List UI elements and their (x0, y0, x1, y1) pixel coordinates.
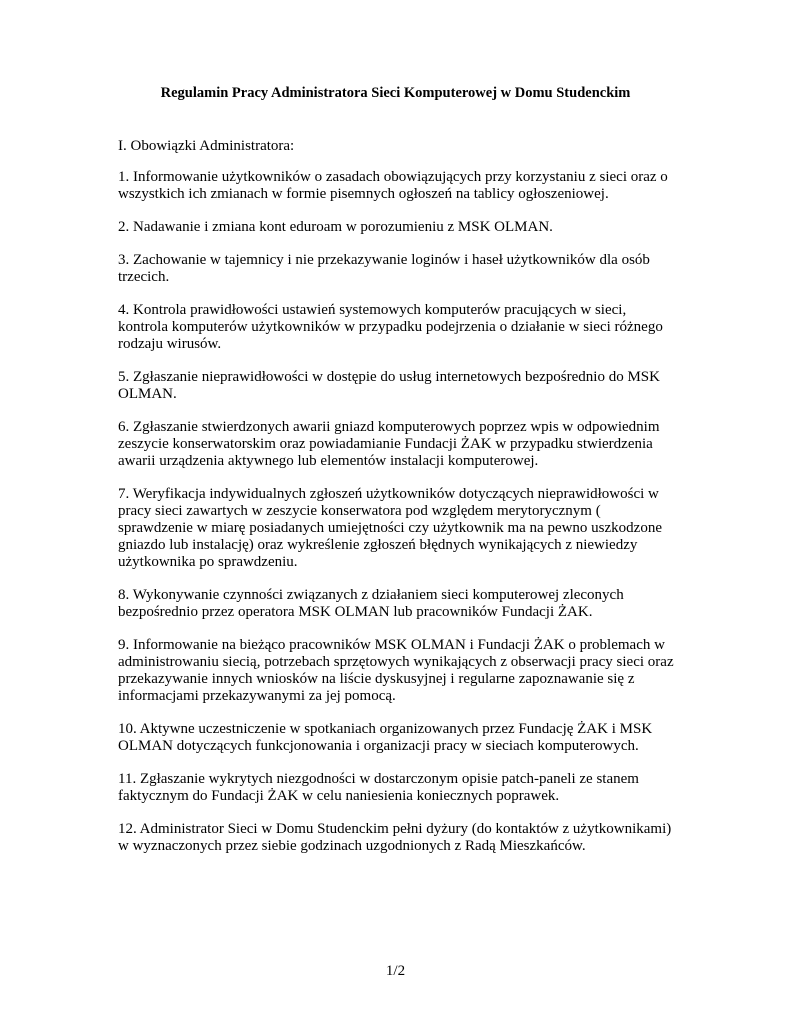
duty-item-11: 11. Zgłaszanie wykrytych niezgodności w dostarczonym opisie patch-paneli ze stanem faktycznym do Fundacji ŻAK w celu naniesienia koniecznych poprawek. (118, 771, 639, 804)
duty-item-7: 7. Weryfikacja indywidualnych zgłoszeń użytkowników dotyczących nieprawidłowości w pracy sieci zawartych w zeszycie konserwatora pod względem merytorycznym ( sprawdzenie w miarę posiadanych umiejętności czy użytkownik ma na pewno uszkodzone gniazdo lub instalację) oraz wykreślenie zgłoszeń błędnych wynikających z niewiedzy użytkownika po sprawdzeniu. (118, 486, 662, 570)
duty-item-9: 9. Informowanie na bieżąco pracowników MSK OLMAN i Fundacji ŻAK o problemach w administrowaniu siecią, potrzebach sprzętowych wynikających z obserwacji pracy sieci oraz przekazywanie innych wniosków na liście dyskusyjnej i regularne zapoznawanie się z informacjami przekazywanymi za jej pomocą. (118, 637, 674, 704)
page-number: 1/2 (385, 963, 406, 979)
duty-item-8: 8. Wykonywanie czynności związanych z działaniem sieci komputerowej zleconych bezpośrednio przez operatora MSK OLMAN lub pracowników Fundacji ŻAK. (118, 587, 624, 620)
duty-item-1: 1. Informowanie użytkowników o zasadach obowiązujących przy korzystaniu z sieci oraz o wszystkich ich zmianach w formie pisemnych ogłoszeń na tablicy ogłoszeniowej. (118, 169, 668, 202)
duty-item-12: 12. Administrator Sieci w Domu Studenckim pełni dyżury (do kontaktów z użytkownikami) w wyznaczonych przez siebie godzinach uzgodnionych z Radą Mieszkańców. (118, 821, 672, 854)
duty-item-5: 5. Zgłaszanie nieprawidłowości w dostępie do usług internetowych bezpośrednio do MSK OLMAN. (118, 369, 660, 402)
duty-item-2: 2. Nadawanie i zmiana kont eduroam w porozumieniu z MSK OLMAN. (118, 219, 553, 235)
duty-item-4: 4. Kontrola prawidłowości ustawień systemowych komputerów pracujących w sieci, kontrola komputerów użytkowników w przypadku podejrzenia o działanie w sieci różnego rodzaju wirusów. (118, 302, 663, 352)
duty-item-10: 10. Aktywne uczestniczenie w spotkaniach organizowanych przez Fundację ŻAK i MSK OLMAN dotyczących funkcjonowania i organizacji pracy w sieciach komputerowych. (118, 721, 653, 754)
document-title: Regulamin Pracy Administratora Sieci Komputerowej w Domu Studenckim (160, 85, 631, 101)
duty-item-3: 3. Zachowanie w tajemnicy i nie przekazywanie loginów i haseł użytkowników dla osób trzecich. (118, 252, 650, 285)
section-heading: I. Obowiązki Administratora: (118, 138, 295, 154)
duty-item-6: 6. Zgłaszanie stwierdzonych awarii gniazd komputerowych poprzez wpis w odpowiednim zeszycie konserwatorskim oraz powiadamianie Fundacji ŻAK w przypadku stwierdzenia awarii urządzenia aktywnego lub elementów instalacji komputerowej. (118, 419, 660, 469)
duties-list (118, 169, 678, 871)
